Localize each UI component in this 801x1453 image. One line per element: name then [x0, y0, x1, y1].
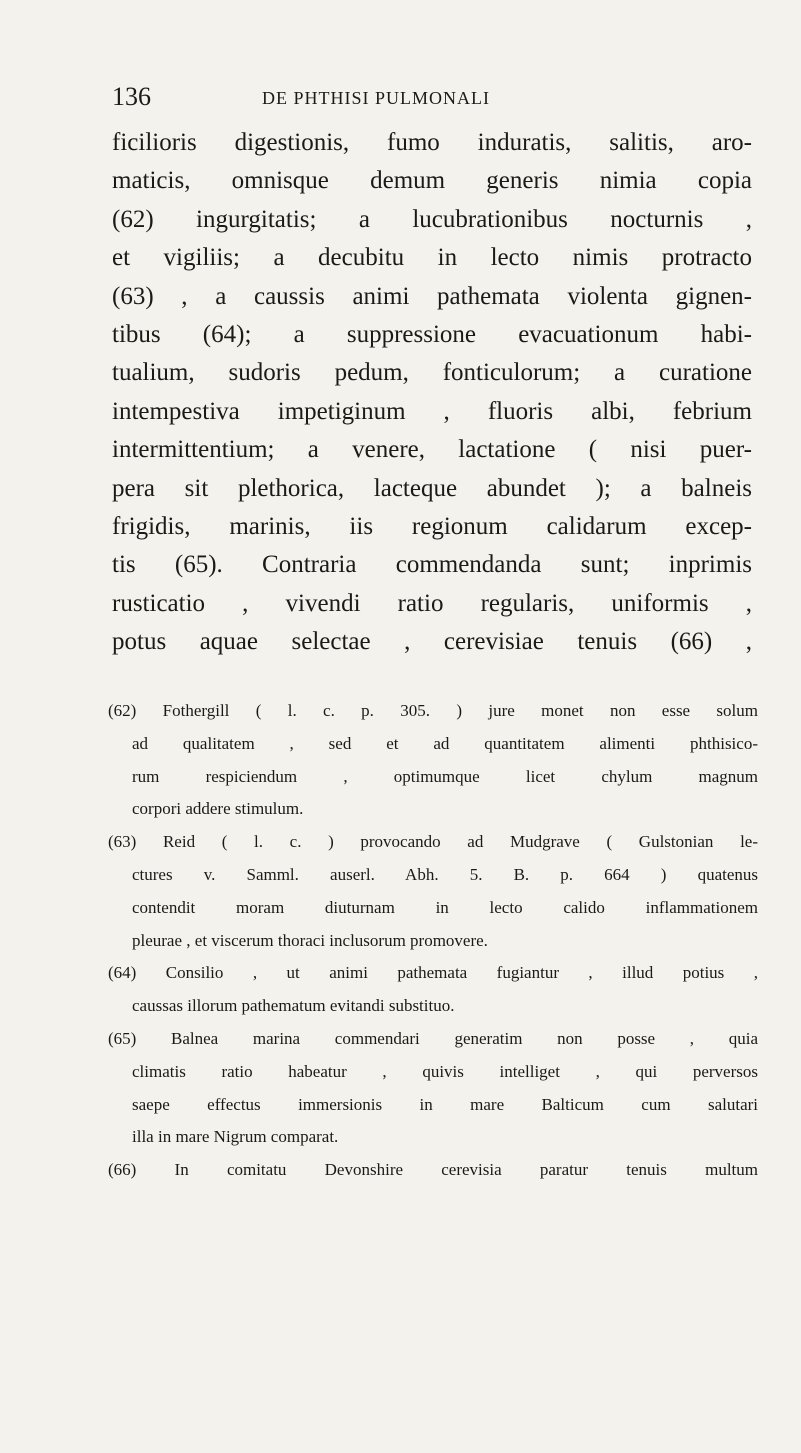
- footnotes: [108, 695, 758, 1187]
- footnote-64: (64) Consilio , ut animi pathemata fugiantur , illud potius ,: [108, 963, 758, 983]
- page-number: 136: [112, 82, 151, 111]
- footnote-63: (63) Reid ( l. c. ) provocando ad Mudgrave ( Gulstonian le-: [108, 832, 758, 852]
- text-line: intempestiva impetiginum , fluoris albi, febrium: [112, 397, 752, 425]
- text-line: tualium, sudoris pedum, fonticulorum; a curatione: [112, 359, 752, 387]
- footnote-line: contendit moram diuturnam in lecto calido inflammationem: [132, 897, 758, 917]
- text-line: frigidis, marinis, iis regionum calidarum excep-: [112, 512, 752, 540]
- footnote-line: saepe effectus immersionis in mare Balticum cum salutari: [132, 1094, 758, 1114]
- footnote-line: illa in mare Nigrum comparat.: [132, 1127, 339, 1147]
- running-title: DE PHTHISI PULMONALI: [262, 88, 490, 108]
- text-line: rusticatio , vivendi ratio regularis, uniformis ,: [112, 589, 752, 617]
- page-header: [112, 82, 672, 122]
- text-line: pera sit plethorica, lacteque abundet ); a balneis: [112, 474, 752, 502]
- footnote-66: (66) In comitatu Devonshire cerevisia paratur tenuis multum: [108, 1160, 758, 1180]
- text-line: tis (65). Contraria commendanda sunt; inprimis: [112, 551, 752, 579]
- footnote-line: ctures v. Samml. auserl. Abh. 5. B. p. 664 ) quatenus: [132, 864, 758, 884]
- text-line: potus aquae selectae , cerevisiae tenuis (66) ,: [112, 628, 752, 656]
- footnote-line: pleurae , et viscerum thoraci inclusorum promovere.: [132, 930, 488, 950]
- footnote-line: caussas illorum pathematum evitandi substituo.: [132, 996, 455, 1016]
- text-line: (62) ingurgitatis; a lucubrationibus nocturnis ,: [112, 205, 752, 233]
- footnote-line: corpori addere stimulum.: [132, 799, 304, 819]
- footnote-line: climatis ratio habeatur , quivis intelliget , qui perversos: [132, 1061, 758, 1081]
- footnote-line: ad qualitatem , sed et ad quantitatem alimenti phthisico-: [132, 733, 758, 753]
- footnote-65: (65) Balnea marina commendari generatim non posse , quia: [108, 1028, 758, 1048]
- footnote-line: rum respiciendum , optimumque licet chylum magnum: [132, 766, 758, 786]
- text-line: (63) , a caussis animi pathemata violenta gignen-: [112, 282, 752, 310]
- text-line: intermittentium; a venere, lactatione ( nisi puer-: [112, 436, 752, 464]
- text-line: tibus (64); a suppressione evacuationum habi-: [112, 320, 752, 348]
- main-text: [112, 124, 752, 661]
- text-line: et vigiliis; a decubitu in lecto nimis protracto: [112, 244, 752, 272]
- text-line: maticis, omnisque demum generis nimia copia: [112, 167, 752, 195]
- footnote-62: (62) Fothergill ( l. c. p. 305. ) jure monet non esse solum: [108, 701, 758, 720]
- text-line: ficilioris digestionis, fumo induratis, salitis, aro-: [112, 129, 752, 156]
